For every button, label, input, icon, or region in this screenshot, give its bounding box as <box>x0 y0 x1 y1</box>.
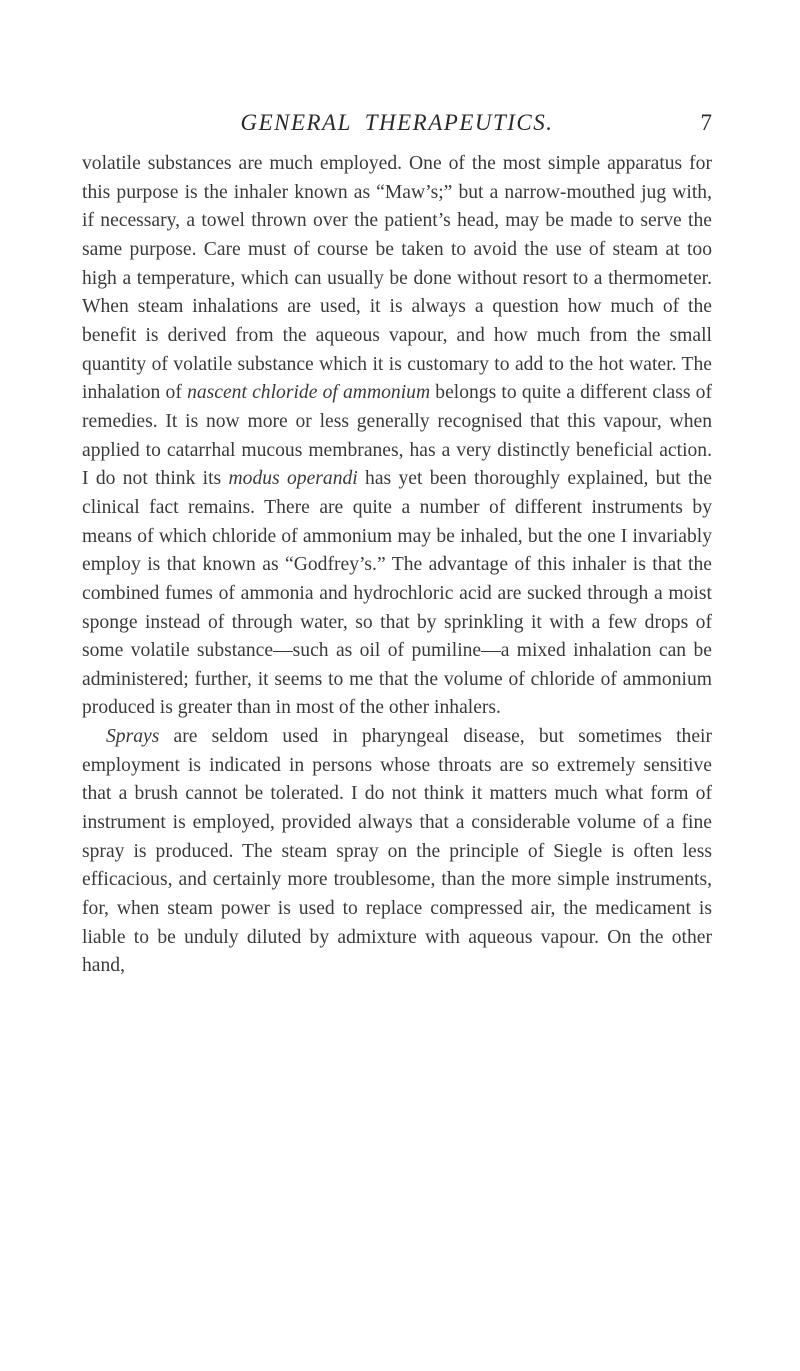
text-run: belongs to quite a different class of remedies. It is now more or less generally recognised that this vapour, when applied to catarrhal mucous membranes, has a very distinctly beneficial action. I do not think its <box>82 382 712 490</box>
paragraph <box>82 150 712 723</box>
text-run: volatile substances are much employed. One of the most simple apparatus for this purpose is the inhaler known as “Maw’s;” but a narrow-mouthed jug with, if necessary, a towel thrown over the patient’s head, may be made to serve the same purpose. Care must of course be taken to avoid the use of steam at too high a temperature, which can usually be done without resort to a thermometer. When steam inhalations are used, it is always a question how much of the benefit is derived from the aqueous vapour, and how much from the small quantity of volatile substance which it is customary to add to the hot water. The inhalation of <box>82 153 712 404</box>
body-text <box>82 150 712 981</box>
italic-term: nascent chloride of ammonium <box>187 382 431 404</box>
paragraph <box>82 723 712 981</box>
italic-term: modus operandi <box>228 468 358 490</box>
running-head <box>82 110 712 140</box>
running-title: GENERAL THERAPEUTICS. <box>240 110 554 135</box>
italic-term: Sprays <box>106 726 160 748</box>
page-number: 7 <box>700 110 712 135</box>
text-run: are seldom used in pharyngeal disease, but sometimes their employment is indicated in persons whose throats are so extremely sensitive that a brush cannot be tolerated. I do not think it matters much what form of instrument is employed, provided always that a considerable volume of a fine spray is produced. The steam spray on the principle of Siegle is often less efficacious, and certainly more troublesome, than the more simple instruments, for, when steam power is used to replace compressed air, the medicament is liable to be unduly diluted by admixture with aqueous vapour. On the other hand, <box>82 726 712 977</box>
text-run: has yet been thoroughly explained, but the clinical fact remains. There are quite a number of different instruments by means of which chloride of ammonium may be inhaled, but the one I invariably employ is that known as “Godfrey’s.” The advantage of this inhaler is that the combined fumes of ammonia and hydrochloric acid are sucked through a moist sponge instead of through water, so that by sprinkling it with a few drops of some volatile substance—such as oil of pumiline—a mixed inhalation can be administered; further, it seems to me that the volume of chloride of ammonium produced is greater than in most of the other inhalers. <box>82 468 712 719</box>
